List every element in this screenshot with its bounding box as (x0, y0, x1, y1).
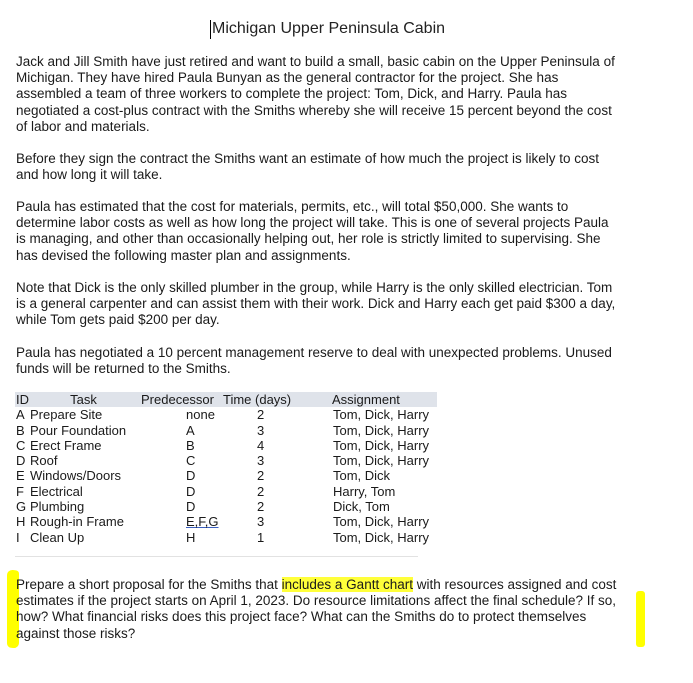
cell-id: C (16, 437, 26, 453)
cell-task: Prepare Site (30, 407, 103, 423)
cell-predecessor: D (186, 483, 196, 499)
cell-time: 4 (257, 437, 265, 453)
cell-time: 3 (257, 453, 265, 469)
text-line: Before they sign the contract the Smiths want an estimate of how much the project is likely to cost (16, 151, 600, 166)
header-time: Time (days) (223, 392, 319, 407)
text-segment: with resources assigned and cost (412, 577, 617, 592)
cell-time: 3 (257, 422, 265, 438)
header-id: ID (16, 392, 29, 407)
table-row (15, 514, 437, 529)
cell-id: E (16, 468, 25, 484)
table-row (15, 453, 437, 468)
cell-time: 3 (257, 514, 265, 530)
cell-assignment: Tom, Dick (333, 468, 391, 484)
cell-predecessor: none (186, 407, 215, 423)
cell-time: 2 (257, 468, 265, 484)
paragraph-assignment-prompt (16, 577, 646, 642)
text-line: Paula has estimated that the cost for materials, permits, etc., will total $50,000. She wants to (16, 199, 569, 214)
text-line: estimates if the project starts on April 1, 2023. Do resource limitations affect the final schedule? If so, (16, 593, 617, 609)
cell-task: Pour Foundation (30, 422, 127, 438)
cell-predecessor: D (186, 468, 196, 484)
text-line: and how long it will take. (16, 167, 163, 183)
text-cursor (210, 20, 211, 39)
cell-task: Erect Frame (30, 437, 102, 453)
cell-assignment: Dick, Tom (333, 499, 390, 515)
cell-predecessor: D (186, 499, 196, 515)
cell-predecessor: B (186, 437, 195, 453)
table-bottom-rule (15, 556, 418, 557)
table-header-row (15, 392, 437, 407)
text-line: negotiated a cost-plus contract with the Smiths whereby she will receive 15 percent beyond the cost (16, 102, 612, 118)
cell-time: 2 (257, 483, 265, 499)
paragraph-intro (16, 54, 646, 135)
text-line: of labor and materials. (16, 118, 150, 134)
table-row (15, 438, 437, 453)
text-line (16, 577, 646, 593)
document-title: Michigan Upper Peninsula Cabin (212, 20, 446, 37)
text-line: is managing, and other than occasionally helping out, her role is strictly limited to supervising. She (16, 231, 601, 247)
cell-time: 2 (257, 499, 265, 515)
text-line: Paula has negotiated a 10 percent management reserve to deal with unexpected problems. Unused (16, 345, 612, 360)
paragraph-workers (16, 280, 646, 329)
text-line: has devised the following master plan and assignments. (16, 247, 351, 263)
cell-task: Plumbing (30, 499, 85, 515)
cell-assignment: Tom, Dick, Harry (333, 529, 430, 545)
header-task: Task (30, 392, 137, 407)
table-row (15, 499, 437, 514)
task-table (15, 392, 437, 545)
text-line: is a general carpenter and can assist them with their work. Dick and Harry each get paid $300 a day, (16, 296, 616, 312)
table-row (15, 484, 437, 499)
cell-assignment: Harry, Tom (333, 483, 396, 499)
cell-time: 1 (257, 529, 265, 545)
paragraph-reserve (16, 345, 646, 377)
cell-assignment: Tom, Dick, Harry (333, 437, 430, 453)
text-line: determine labor costs as well as how long the project will take. This is one of several projects Paula (16, 215, 609, 231)
cell-task: Electrical (30, 483, 83, 499)
cell-time: 2 (257, 407, 265, 423)
text-line: assembled a team of three workers to complete the project: Tom, Dick, and Harry. Paula has (16, 86, 568, 102)
table-row (15, 407, 437, 422)
header-assignment: Assignment (319, 392, 437, 407)
cell-id: A (16, 407, 25, 423)
paragraph-costs (16, 199, 646, 264)
paragraph-estimate (16, 151, 646, 183)
cell-assignment: Tom, Dick, Harry (333, 453, 430, 469)
cell-predecessor: C (186, 453, 196, 469)
cell-task: Roof (30, 453, 58, 469)
cell-predecessor: H (186, 529, 196, 545)
cell-id: F (16, 483, 24, 499)
cell-id: H (16, 514, 26, 530)
cell-assignment: Tom, Dick, Harry (333, 422, 430, 438)
table-row (15, 530, 437, 545)
cell-id: D (16, 453, 26, 469)
text-line: Jack and Jill Smith have just retired and want to build a small, basic cabin on the Upper Peninsula of (16, 54, 615, 69)
cell-assignment: Tom, Dick, Harry (333, 514, 430, 530)
cell-predecessor: E,F,G (186, 514, 219, 530)
text-line: while Tom gets paid $200 per day. (16, 312, 220, 328)
text-line: against those risks? (16, 625, 136, 641)
text-line: how? What financial risks does this project face? What can the Smiths do to protect themselves (16, 609, 587, 625)
header-predecessor: Predecessor (137, 392, 223, 407)
highlighted-text: includes a Gantt chart (281, 577, 413, 592)
cell-task: Windows/Doors (30, 468, 122, 484)
table-row (15, 423, 437, 438)
cell-id: B (16, 422, 25, 438)
cell-id: I (16, 529, 20, 545)
cell-task: Rough-in Frame (30, 514, 124, 530)
cell-id: G (16, 499, 27, 515)
cell-task: Clean Up (30, 529, 85, 545)
table-row (15, 468, 437, 483)
text-segment: Prepare a short proposal for the Smiths that (16, 577, 282, 592)
cell-predecessor: A (186, 422, 195, 438)
text-line: Note that Dick is the only skilled plumber in the group, while Harry is the only skilled electrician. Tom (16, 280, 613, 295)
text-line: Michigan. They have hired Paula Bunyan as the general contractor for the project. She has (16, 70, 559, 86)
cell-assignment: Tom, Dick, Harry (333, 407, 430, 423)
text-line: funds will be returned to the Smiths. (16, 361, 231, 377)
